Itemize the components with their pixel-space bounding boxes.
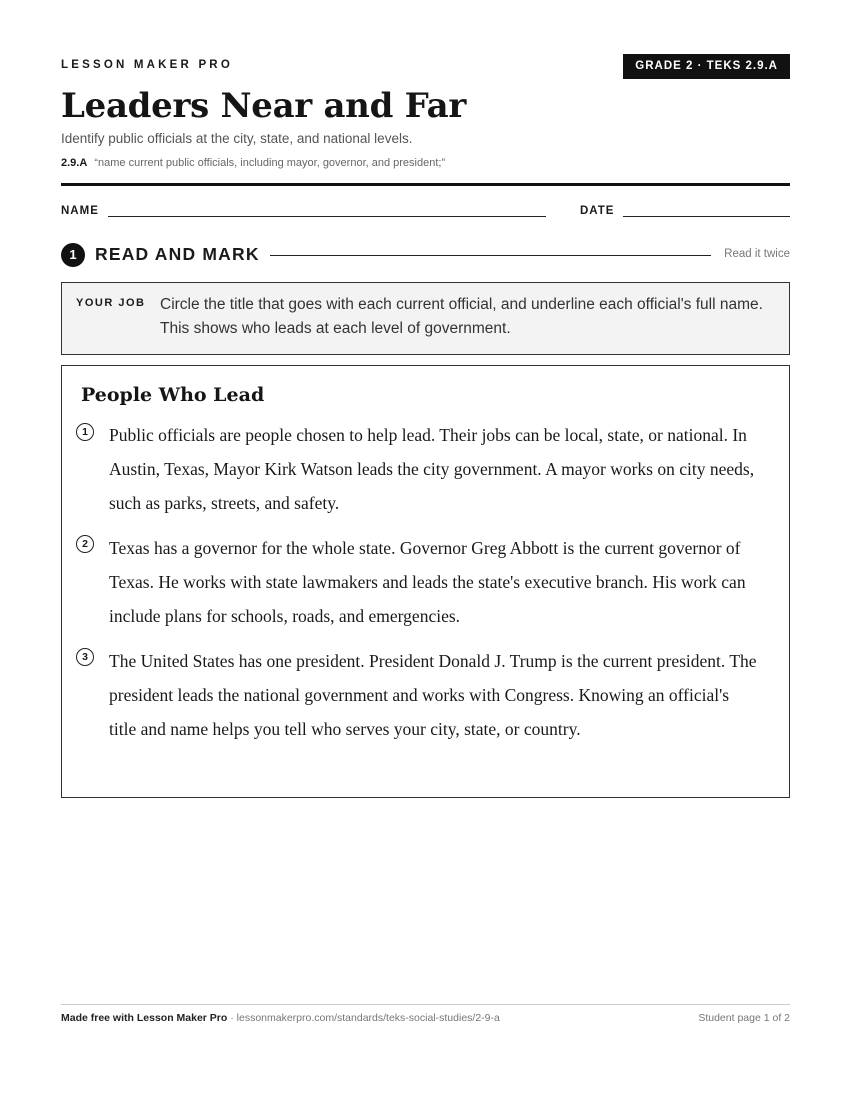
footer-divider: [61, 1004, 790, 1005]
paragraph-number: 2: [76, 535, 94, 553]
standard-code: 2.9.A: [61, 157, 88, 169]
step-number-badge: 1: [61, 243, 85, 267]
section-title: READ AND MARK: [95, 244, 260, 264]
name-field[interactable]: [108, 216, 546, 217]
footer-page-number: Student page 1 of 2: [698, 1012, 790, 1024]
name-label: NAME: [61, 205, 99, 217]
paragraph-text: Texas has a governor for the whole state. Governor Greg Abbott is the current governor of Texas. He works with state lawmakers and leads the state's executive branch. His work can include plans for schools, roads, and emergencies.: [109, 538, 746, 626]
standard-line: [61, 157, 445, 169]
paragraph-text: Public officials are people chosen to help lead. Their jobs can be local, state, or national. In Austin, Texas, Mayor Kirk Watson leads the city government. A mayor works on city needs, such as parks, streets, and safety.: [109, 425, 755, 513]
standard-text: “name current public officials, including mayor, governor, and president;”: [94, 157, 446, 169]
footer-made-with: Made free with Lesson Maker Pro: [61, 1012, 228, 1024]
section-note: Read it twice: [724, 248, 790, 260]
date-field[interactable]: [623, 216, 790, 217]
reading-title: People Who Lead: [81, 384, 265, 406]
paragraph-number: 3: [76, 648, 94, 666]
date-label: DATE: [580, 205, 615, 217]
reading-passage-box: [61, 365, 790, 798]
page-subtitle: Identify public officials at the city, state, and national levels.: [61, 131, 413, 146]
paragraph-text: The United States has one president. President Donald J. Trump is the current president. The president leads the national government and works with Congress. Knowing an official's title and name helps you tell who serves your city, state, or country.: [109, 651, 757, 739]
page-title: Leaders Near and Far: [61, 86, 466, 126]
instructions-text: Circle the title that goes with each current official, and underline each official's full name. This shows who leads at each level of government.: [160, 296, 763, 337]
header-divider: [61, 183, 790, 186]
paragraph-number: 1: [76, 423, 94, 441]
worksheet-page: [61, 0, 790, 1100]
instructions-box: [61, 282, 790, 355]
section-divider: [270, 255, 711, 256]
brand-name: LESSON MAKER PRO: [61, 59, 233, 71]
grade-badge: GRADE 2 · TEKS 2.9.A: [623, 54, 790, 79]
instructions-label: YOUR JOB: [76, 297, 146, 309]
footer-credit: [61, 1012, 500, 1024]
footer-url[interactable]: · lessonmakerpro.com/standards/teks-social-studies/2-9-a: [227, 1012, 500, 1024]
section-header: [61, 242, 790, 268]
